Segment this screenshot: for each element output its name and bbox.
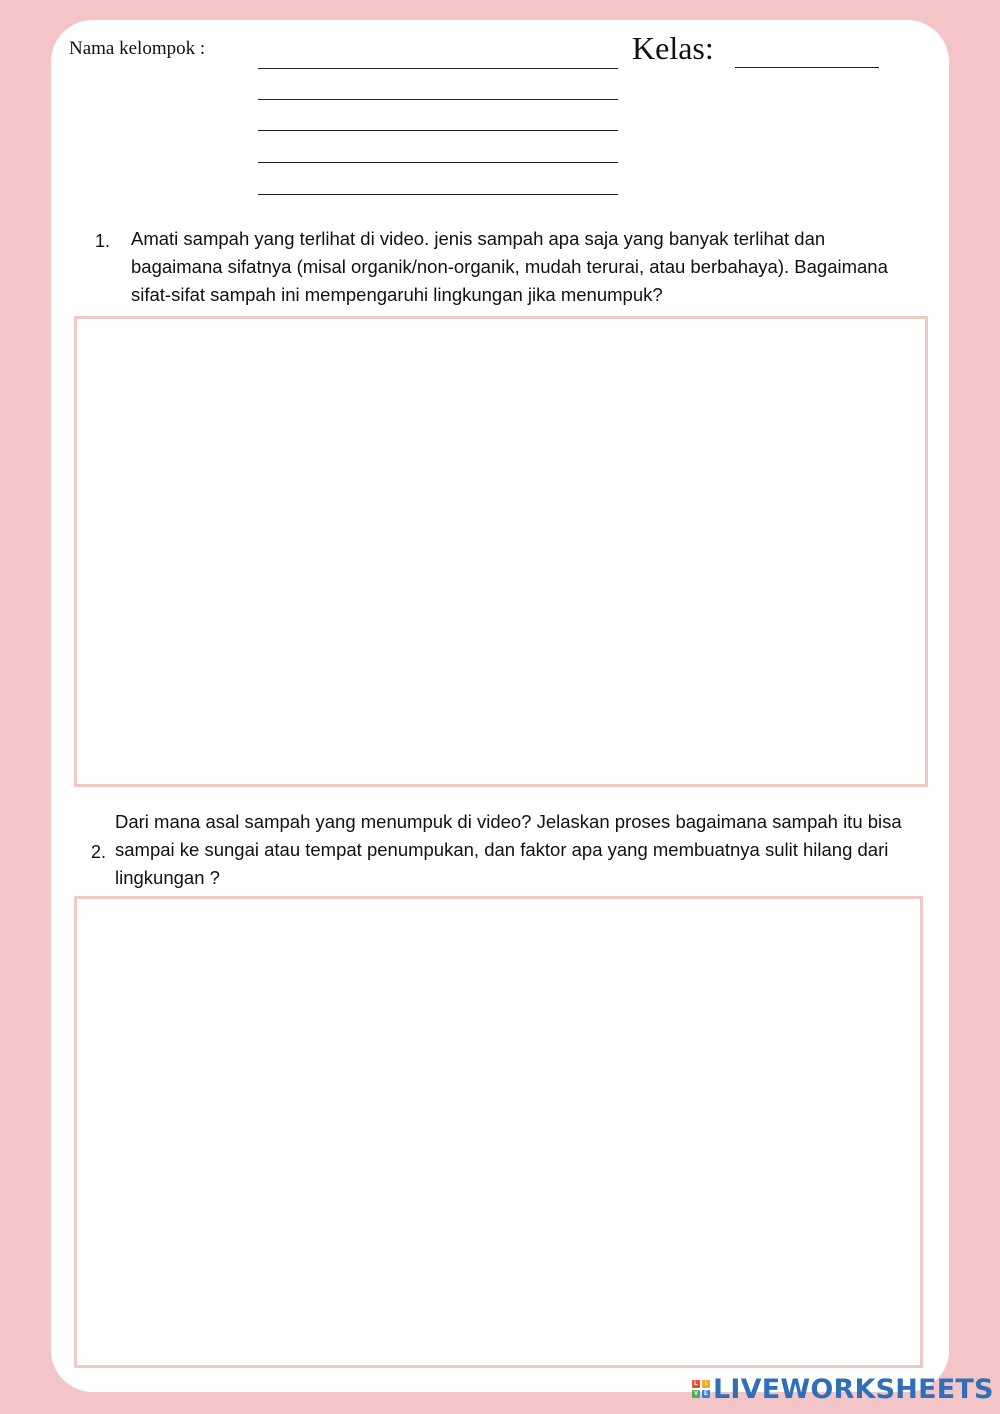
question-2-number: 2.	[91, 842, 107, 862]
nama-line-1[interactable]	[258, 68, 618, 69]
nama-line-5[interactable]	[258, 194, 618, 195]
kelas-line[interactable]	[735, 67, 879, 68]
liveworksheets-brand	[692, 1374, 994, 1404]
answer-box-1[interactable]	[74, 316, 928, 787]
logo-tile-i: I	[702, 1380, 710, 1388]
liveworksheets-text: LIVEWORKSHEETS	[713, 1373, 994, 1405]
nama-line-2[interactable]	[258, 99, 618, 100]
liveworksheets-logo-icon	[692, 1380, 710, 1398]
answer-box-2[interactable]	[74, 896, 923, 1368]
nama-line-3[interactable]	[258, 130, 618, 131]
logo-tile-v: V	[693, 1391, 698, 1397]
logo-tile-l: L	[692, 1380, 700, 1388]
nama-kelompok-label: Nama kelompok :	[69, 38, 206, 59]
question-1-text: Amati sampah yang terlihat di video. jenis sampah apa saja yang banyak terlihat dan bagaimana sifatnya (misal organik/non-organik, mudah terurai, atau berbahaya). Bagaimana sifat-sifat sampah ini mempengaruhi lingkungan jika menumpuk?	[131, 228, 888, 305]
question-1-number: 1.	[95, 231, 111, 251]
logo-tile-e: E	[703, 1391, 708, 1397]
nama-line-4[interactable]	[258, 162, 618, 163]
question-2-text: Dari mana asal sampah yang menumpuk di video? Jelaskan proses bagaimana sampah itu bisa sampai ke sungai atau tempat penumpukan, dan faktor apa yang membuatnya sulit hilang dari lingkungan ?	[115, 811, 902, 888]
kelas-label: Kelas:	[632, 30, 714, 66]
